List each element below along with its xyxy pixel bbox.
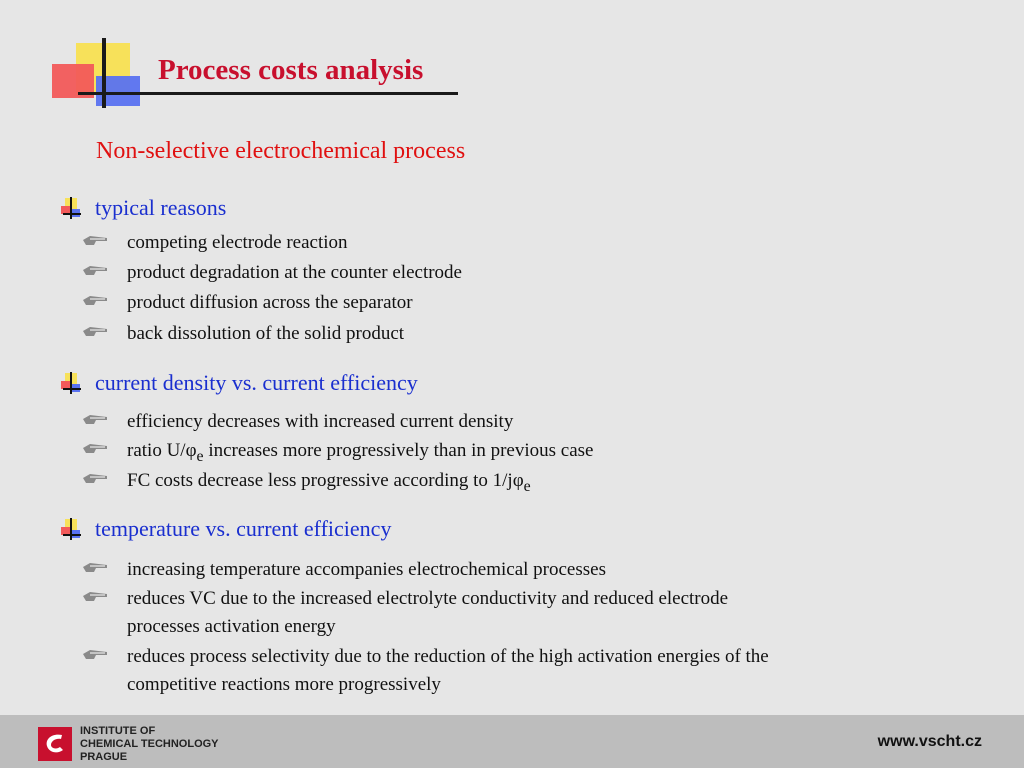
pointing-hand-icon (82, 471, 108, 485)
bullet-square-icon (60, 372, 82, 394)
slide-subtitle: Non-selective electrochemical process (96, 138, 466, 164)
list-item-text-post: increases more progressively than in previous case (203, 440, 594, 461)
section-heading: typical reasons (95, 195, 227, 220)
subscript: e (523, 477, 531, 495)
pointing-hand-icon (82, 441, 108, 455)
pointing-hand-icon (82, 412, 108, 426)
title-decoration-vertical-line (102, 38, 106, 108)
pointing-hand-icon (82, 560, 108, 574)
list-item-text-pre: FC costs decrease less progressive according to 1/jφ (127, 470, 524, 491)
slide-title: Process costs analysis (158, 54, 424, 86)
institute-name-line: CHEMICAL TECHNOLOGY (80, 738, 219, 750)
section-heading: temperature vs. current efficiency (95, 516, 392, 541)
pointing-hand-icon (82, 293, 108, 307)
list-item-text (127, 467, 867, 501)
section-heading: current density vs. current efficiency (95, 370, 418, 395)
institute-name (80, 725, 219, 764)
footer-bar (0, 715, 1024, 768)
institute-name-line: INSTITUTE OF (80, 725, 156, 737)
list-item-text: reduces VC due to the increased electrolyte conductivity and reduced electrode processes activation energy (127, 588, 729, 637)
subscript: e (196, 447, 204, 465)
website-url[interactable]: www.vscht.cz (877, 733, 982, 750)
pointing-hand-icon (82, 589, 108, 603)
list-item-text: back dissolution of the solid product (127, 323, 405, 344)
pointing-hand-icon (82, 233, 108, 247)
bullet-square-icon (60, 518, 82, 540)
list-item-text: product degradation at the counter electrode (127, 262, 462, 283)
list-item-text: product diffusion across the separator (127, 292, 413, 313)
list-item-text (127, 437, 867, 471)
list-item-text: competing electrode reaction (127, 232, 348, 253)
pointing-hand-icon (82, 263, 108, 277)
list-item-text: efficiency decreases with increased current density (127, 411, 514, 432)
list-item-text: increasing temperature accompanies electrochemical processes (127, 559, 606, 580)
institute-logo-icon (38, 727, 72, 761)
list-item-text: reduces process selectivity due to the reduction of the high activation energies of the competitive reactions more progressively (127, 646, 769, 695)
title-underline (78, 92, 458, 95)
institute-name-line: PRAGUE (80, 751, 128, 763)
pointing-hand-icon (82, 647, 108, 661)
list-item-text-pre: ratio U/φ (127, 440, 197, 461)
bullet-square-icon (60, 197, 82, 219)
pointing-hand-icon (82, 324, 108, 338)
